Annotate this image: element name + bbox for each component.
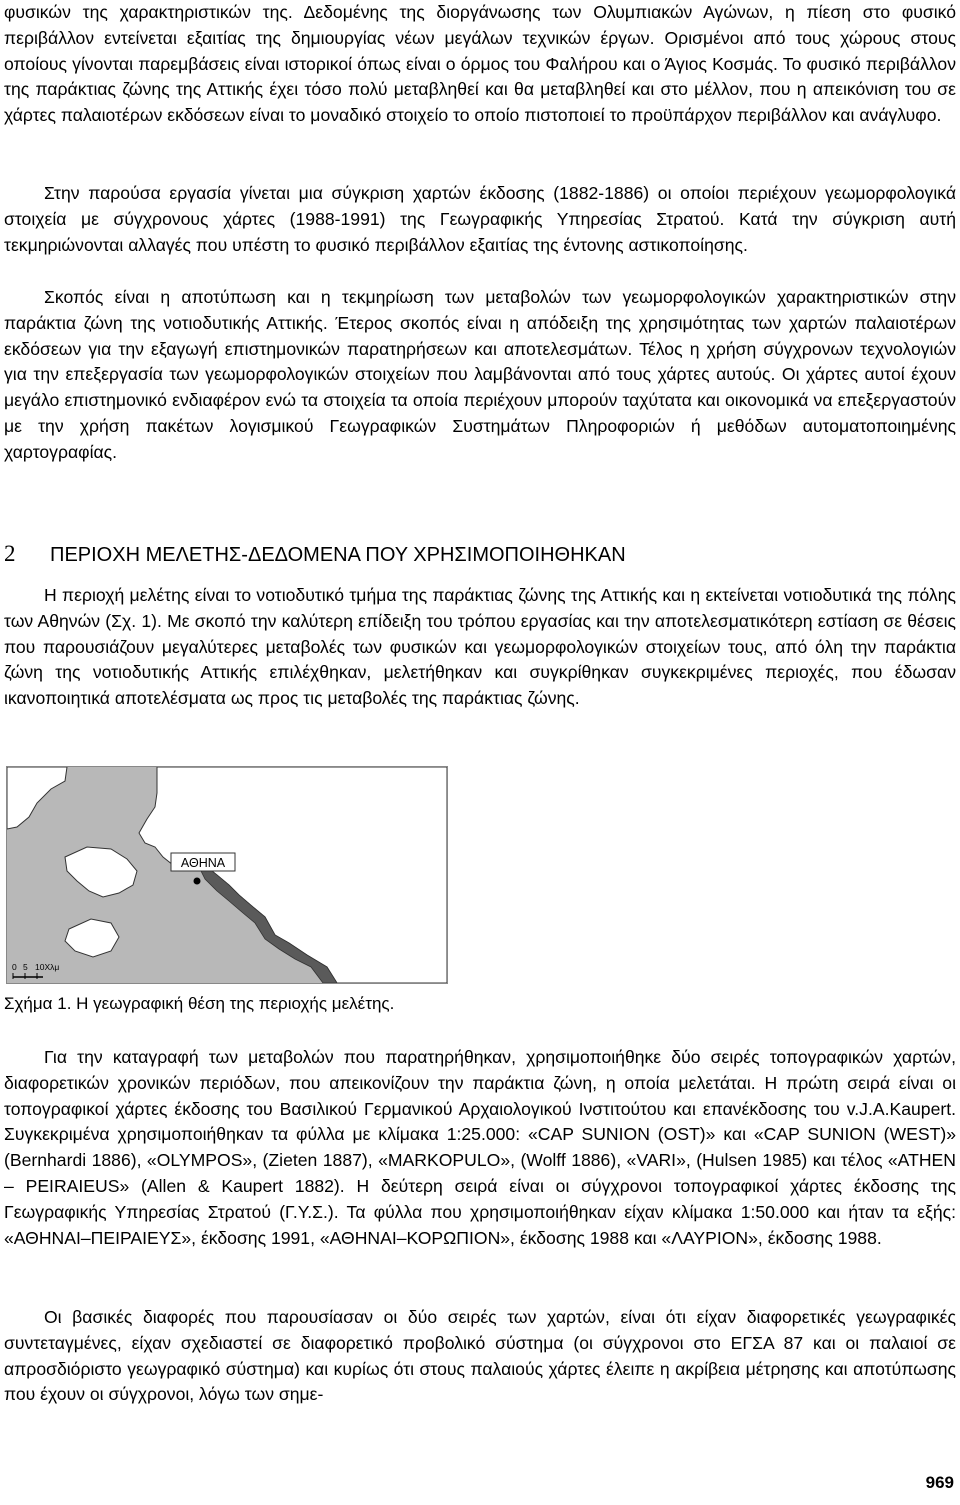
athens-label: ΑΘΗΝΑ <box>180 856 226 870</box>
section-heading <box>4 540 956 569</box>
location-map <box>7 767 447 983</box>
location-map-figure <box>6 766 448 984</box>
scale-tick-0: 0 <box>12 962 17 972</box>
paragraph-differences: Οι βασικές διαφορές που παρουσίασαν οι δύο σειρές των χαρτών, είναι ότι είχαν διαφορετικές γεωγραφικές συντεταγμένες, είχαν σχεδιαστεί σε διαφορετικό προβολικό σύστημα (οι σύγχρονοι στο ΕΓΣΑ 87 και οι παλαιοί σε απροσδιόριστο γεωγραφικό σύστημα) και κυρίως ότι στους παλαιούς χάρτες έλειπε η ακρίβεια μέτρησης και αποτύπωσης που έχουν οι σύγχρονοι, λόγω των σημε- <box>4 1307 956 1405</box>
scale-tick-5: 5 <box>23 962 28 972</box>
section-title: ΠΕΡΙΟΧΗ ΜΕΛΕΤΗΣ-ΔΕΔΟΜΕΝΑ ΠΟΥ ΧΡΗΣΙΜΟΠΟΙΗΘΗΚΑΝ <box>50 544 626 566</box>
paragraph-study-area: Η περιοχή μελέτης είναι το νοτιοδυτικό τμήμα της παράκτιας ζώνης της Αττικής και η εκτείνεται νοτιοδυτικά της πόλης των Αθηνών (Σχ. 1). Με σκοπό την καλύτερη επίδειξη του τρόπου εργασίας και την αποτελεσματικότερη εστίαση σε θέσεις που παρουσιάζουν μεγαλύτερες μεταβολές των φυσικών και γεωμορφολογικών στοιχείων τους, από όλη την παράκτια ζώνη της νοτιοδυτικής Αττικής επιλέχθηκαν, μελετήθηκαν και συγκρίθηκαν συγκεκριμένες περιοχές, που έδωσαν ικανοποιητικά αποτελέσματα ως προς τις μεταβολές της παράκτιας ζώνης. <box>4 585 956 709</box>
figure-caption: Σχήμα 1. Η γεωγραφική θέση της περιοχής μελέτης. <box>4 994 395 1013</box>
paragraph-maps-used: Για την καταγραφή των μεταβολών που παρατηρήθηκαν, χρησιμοποιήθηκε δύο σειρές τοπογραφικών χαρτών, διαφορετικών χρονικών περιόδων, που απεικονίζουν την παράκτια ζώνη, η οποία μελετάται. Η πρώτη σειρά είναι οι τοπογραφικοί χάρτες έκδοσης του Βασιλικού Γερμανικού Αρχαιολογικού Ινστιτούτου και επανέκδοσης του v.J.A.Kaupert. Συγκεκριμένα χρησιμοποιήθηκαν τα φύλλα με κλίμακα 1:25.000: «CAP SUNION (OST)» και «CAP SUNION (WEST)» (Bernhardi 1886), «OLYMPOS», (Zieten 1887), «MARKOPULO», (Wolff 1886), «VARI», (Hulsen 1985) και τέλος «ATHEN – PEIRAIEUS» (Allen & Kaupert 1882). Η δεύτερη σειρά είναι οι σύγχρονοι τοπογραφικοί χάρτες έκδοσης της Γεωγραφικής Υπηρεσίας Στρατού (Γ.Υ.Σ.). Τα φύλλα που χρησιμοποιήθηκαν είχαν κλίμακα 1:50.000 και ήταν τα εξής: «ΑΘΗΝΑΙ–ΠΕΙΡΑΙΕΥΣ», έκδοσης 1991, «ΑΘΗΝΑΙ–ΚΟΡΩΠΙΟΝ», έκδοσης 1988 και «ΛΑΥΡΙΟΝ», έκδοσης 1988. <box>4 1047 956 1248</box>
paragraph-comparison: Στην παρούσα εργασία γίνεται μια σύγκριση χαρτών έκδοσης (1882-1886) οι οποίοι περιέχουν γεωμορφολογικά στοιχεία με σύγχρονους χάρτες (1988-1991) της Γεωγραφικής Υπηρεσίας Στρατού. Κατά την σύγκριση αυτή τεκμηριώνονται αλλαγές που υπέστη το φυσικό περιβάλλον εξαιτίας της έντονης αστικοποίησης. <box>4 183 956 255</box>
paragraph-aims: Σκοπός είναι η αποτύπωση και η τεκμηρίωση των μεταβολών των γεωμορφολογικών χαρακτηριστικών στην παράκτια ζώνη της νοτιοδυτικής Αττικής. Έτερος σκοπός είναι η απόδειξη της χρησιμότητας των χαρτών παλαιοτέρων εκδόσεων για την εξαγωγή επιστημονικών παρατηρήσεων και αποτελεσμάτων. Τέλος η χρήση σύγχρονων τεχνολογιών για την επεξεργασία των γεωμορφολογικών στοιχείων που λαμβάνονται από τους χάρτες αυτούς. Οι χάρτες αυτοί έχουν μεγάλο επιστημονικό ενδιαφέρον ενώ τα στοιχεία τα οποία περιέχουν μπορούν ταχύτατα και οικονομικά να επεξεργαστούν με την χρήση πακέτων λογισμικού Γεωγραφικών Συστημάτων Πληροφοριών ή μεθόδων αυτοματοποιημένης χαρτογραφίας. <box>4 287 956 462</box>
section-number: 2 <box>4 541 16 566</box>
page-number: 969 <box>925 1473 954 1492</box>
scale-tick-10: 10Χλμ <box>35 962 60 972</box>
paragraph-intro-continued: φυσικών της χαρακτηριστικών της. Δεδομένης της διοργάνωσης των Ολυμπιακών Αγώνων, η πίεση στο φυσικό περιβάλλον εντείνεται εξαιτίας της δημιουργίας νέων μεγάλων τεχνικών έργων. Ορισμένοι από τους χώρους στους οποίους γίνονται παρεμβάσεις είναι ιστορικοί όπως είναι ο όρμος του Φαλήρου και ο Άγιος Κοσμάς. Το φυσικό περιβάλλον της παράκτιας ζώνης της Αττικής έχει τόσο πολύ μεταβληθεί και θα μεταβληθεί και στο μέλλον, που η απεικόνιση του σε χάρτες παλαιοτέρων εκδόσεων είναι το μοναδικό στοιχείο το οποίο πιστοποιεί το προϋπάρχον περιβάλλον και ανάγλυφο. <box>4 2 956 126</box>
athens-marker <box>194 878 201 885</box>
